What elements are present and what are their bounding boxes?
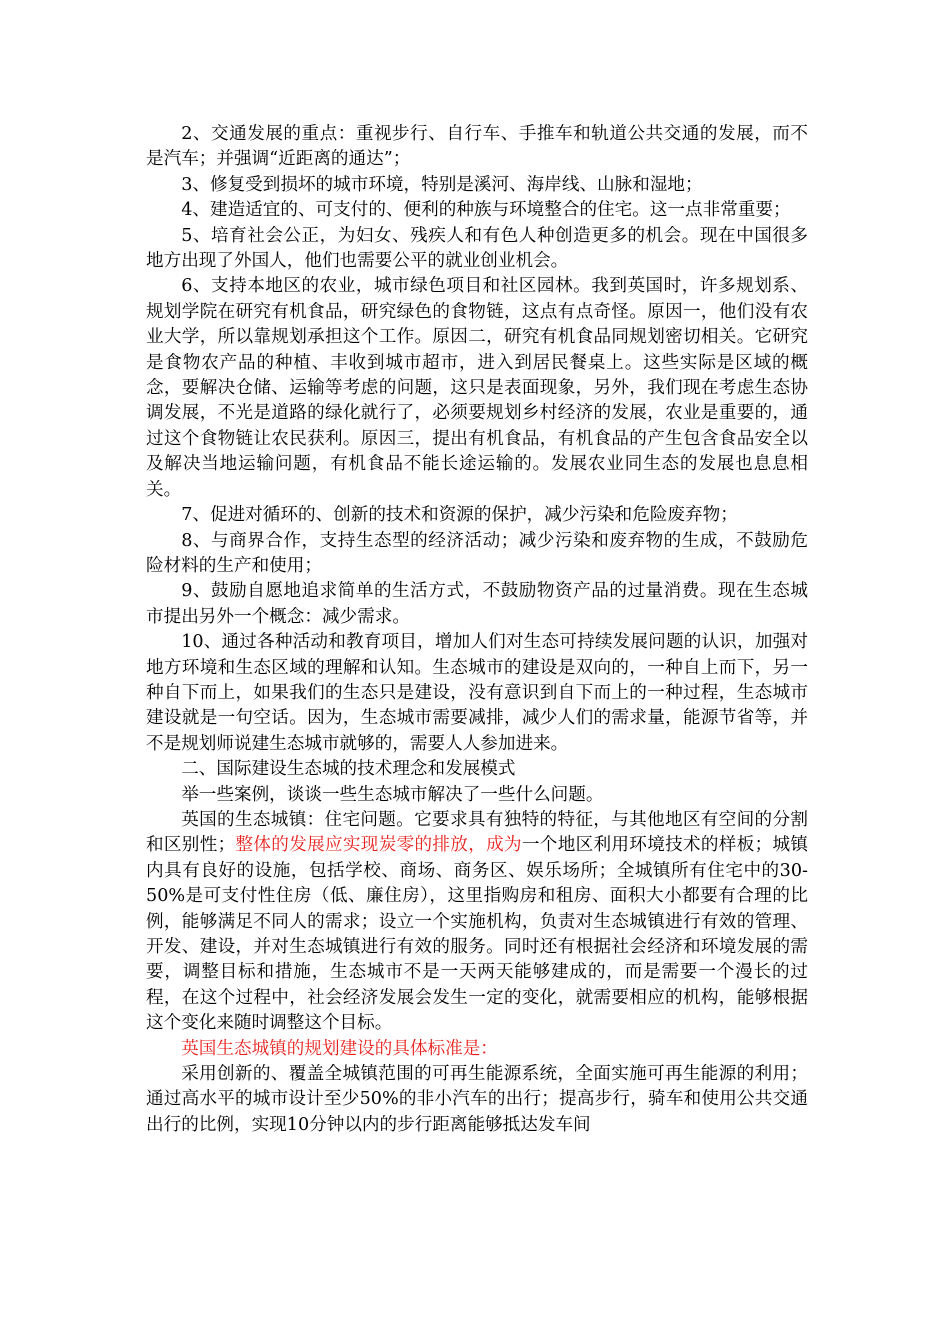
- paragraph: 4、建造适宜的、可支付的、便利的种族与环境整合的住宅。这一点非常重要；: [181, 200, 791, 221]
- paragraph: 10、通过各种活动和教育项目，增加人们对生态可持续发展问题的认识，加强对地方环境和生态区域的理解和认知。生态城市的建设是双向的，一种自上而下，另一种自下而上，如果我们的生态只是建设，没有意识到自下而上的一种过程，生态城市建设就是一句空话。因为，生态城市需要减排，减少人们的需求量，能源节省等，并不是规划师说建生态城市就够的，需要人人参加进来。: [146, 632, 808, 754]
- section-heading-standards: 英国生态城镇的规划建设的具体标准是：: [181, 1038, 498, 1059]
- paragraph-text: 英国的生态城镇：住宅问题。它要求具有独特的特征，与其他地区有空间的分割和区别性；: [146, 809, 808, 856]
- paragraph: 二、国际建设生态城的技术理念和发展模式: [181, 759, 516, 780]
- paragraph-standards: 采用创新的、覆盖全城镇范围的可再生能源系统，全面实施可再生能源的利用；通过高水平的城市设计至少50%的非小汽车的出行；提高步行，骑车和使用公共交通出行的比例，实现10分钟以内的步行距离能够抵达发车间: [146, 1064, 808, 1135]
- document-page: [146, 122, 808, 1138]
- paragraph: 举一些案例，谈谈一些生态城市解决了一些什么问题。: [181, 784, 604, 805]
- highlighted-text: 整体的发展应实现炭零的排放，成为: [235, 835, 522, 856]
- paragraph: 5、培育社会公正，为妇女、残疾人和有色人种创造更多的机会。现在中国很多地方出现了外国人，他们也需要公平的就业创业机会。: [146, 225, 808, 272]
- paragraph: 9、鼓励自愿地追求简单的生活方式，不鼓励物资产品的过量消费。现在生态城市提出另外一个概念：减少需求。: [146, 581, 808, 627]
- paragraph: 2、交通发展的重点：重视步行、自行车、手推车和轨道公共交通的发展，而不是汽车；并强调“近距离的通达”；: [146, 124, 808, 170]
- paragraph-list: [146, 122, 808, 808]
- paragraph-text: 一个地区利用环境技术的样板；城镇内具有良好的设施，包括学校、商场、商务区、娱乐场所；全城镇所有住宅中的30-50%是可支付性住房（低、廉住房），这里指购房和租房、面积大小都要有合理的比例，能够满足不同人的需求；设立一个实施机构，负责对生态城镇进行有效的管理、开发、建设，并对生态城镇进行有效的服务。同时还有根据社会经济和环境发展的需要，调整目标和措施，生态城市不是一天两天能够建成的，而是需要一个漫长的过程，在这个过程中，社会经济发展会发生一定的变化，就需要相应的机构，能够根据这个变化来随时调整这个目标。: [146, 835, 808, 1034]
- paragraph: 6、支持本地区的农业，城市绿色项目和社区园林。我到英国时，许多规划系、规划学院在研究有机食品，研究绿色的食物链，这点有点奇怪。原因一，他们没有农业大学，所以靠规划承担这个工作。原因二，研究有机食品同规划密切相关。它研究是食物农产品的种植、丰收到城市超市，进入到居民餐桌上。这些实际是区域的概念，要解决仓储、运输等考虑的问题，这只是表面现象，另外，我们现在考虑生态协调发展，不光是道路的绿化就行了，必须要规划乡村经济的发展，农业是重要的，通过这个食物链让农民获利。原因三，提出有机食品，有机食品的产生包含食品安全以及解决当地运输问题，有机食品不能长途运输的。发展农业同生态的发展也息息相关。: [146, 276, 808, 500]
- paragraph-eco-towns: [146, 808, 808, 1037]
- paragraph: 3、修复受到损坏的城市环境，特别是溪河、海岸线、山脉和湿地；: [181, 174, 703, 195]
- paragraph: 8、与商界合作，支持生态型的经济活动；减少污染和废弃物的生成，不鼓励危险材料的生产和使用；: [146, 530, 808, 576]
- paragraph: 7、促进对循环的、创新的技术和资源的保护，减少污染和危险废弃物；: [181, 505, 738, 526]
